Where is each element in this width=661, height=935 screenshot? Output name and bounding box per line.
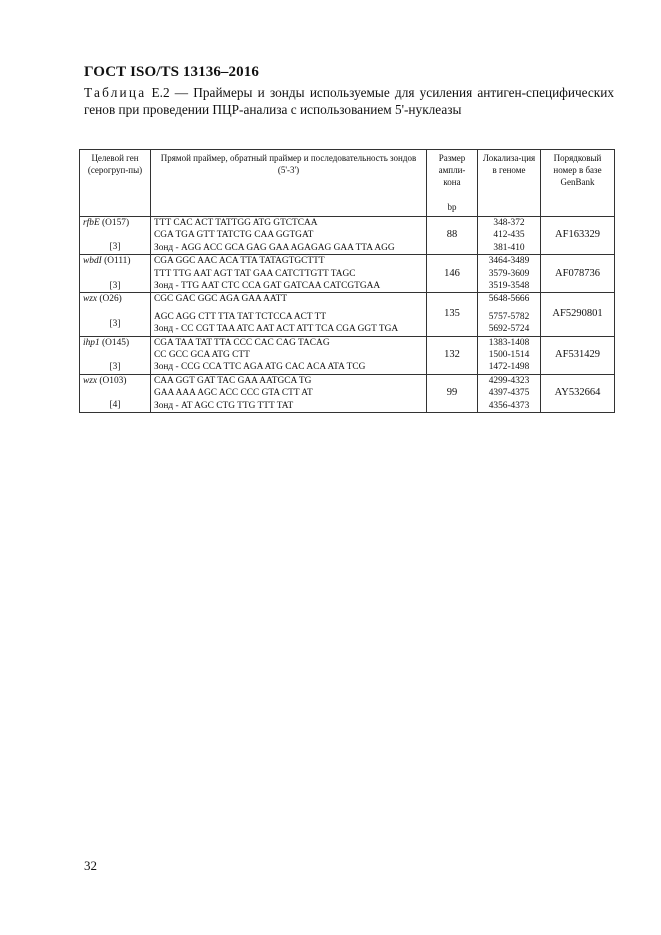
forward-primer: CGC GAC GGC AGA GAA AATT	[154, 294, 288, 305]
sequence-cell	[151, 293, 427, 336]
location-cell	[478, 336, 541, 374]
probe: Зонд - CC CGT TAA ATC AAT ACT ATT TCA CGA GGT TGA	[154, 324, 399, 335]
location-probe: 5692-5724	[488, 324, 530, 335]
page-number: 32	[84, 858, 97, 873]
genbank-id: AY532664	[541, 374, 615, 412]
document-header: ГОСТ ISO/TS 13136–2016	[84, 64, 259, 80]
gene-cell	[80, 374, 151, 412]
header-sequence: Прямой праймер, обратный праймер и последовательность зондов (5'-3')	[151, 150, 427, 217]
caption-text: Е.2 — Праймеры и зонды используемые для усиления антиген-специфических генов при проведении ПЦР-анализа с использованием 5'-нуклеазы	[84, 85, 614, 117]
reverse-primer: CC GCC GCA ATG CTT	[154, 350, 250, 361]
header-location: Локализа-ция в геноме	[478, 150, 541, 217]
table-row	[80, 293, 615, 336]
amplicon-size: 135	[427, 293, 478, 336]
location-forward: 348-372	[493, 218, 525, 228]
sequence-cell	[151, 374, 427, 412]
probe: Зонд - TTG AAT CTC CCA GAT GATCAA CATCGTGAA	[154, 281, 381, 292]
table-caption	[84, 84, 614, 118]
location-cell	[478, 374, 541, 412]
caption-label: Таблица	[84, 85, 147, 100]
reference: [3]	[109, 242, 121, 253]
serogroup: (O157)	[102, 218, 130, 228]
reference: [3]	[109, 280, 121, 291]
amplicon-size: 88	[427, 217, 478, 255]
reference: [3]	[109, 362, 121, 373]
primers-table	[79, 149, 615, 413]
reference: [4]	[109, 400, 121, 411]
amplicon-size: 99	[427, 374, 478, 412]
header-size	[427, 150, 478, 217]
table-header-row	[80, 150, 615, 217]
sequence-cell	[151, 255, 427, 293]
gene-name: wzx	[83, 294, 98, 305]
reverse-primer: TTT TTG AAT AGT TAT GAA CATCTTGTT TAGC	[154, 268, 356, 279]
location-reverse: 412-435	[493, 230, 525, 241]
location-reverse: 1500-1514	[488, 350, 530, 361]
genbank-id: AF5290801	[541, 293, 615, 336]
gene-cell	[80, 255, 151, 293]
amplicon-size: 146	[427, 255, 478, 293]
header-gene: Целевой ген (серогруп-пы)	[80, 150, 151, 217]
gene-cell	[80, 293, 151, 336]
table-row	[80, 374, 615, 412]
reverse-primer: CGA TGA GTT TATCTG CAA GGTGAT	[154, 230, 314, 241]
serogroup: (O103)	[99, 375, 127, 386]
gene-name: ihp1	[83, 337, 100, 348]
location-reverse: 5757-5782	[488, 311, 530, 322]
gene-name: wzx	[83, 375, 98, 386]
probe: Зонд - AT AGC CTG TTG TTT TAT	[154, 400, 294, 411]
forward-primer: TTT CAC ACT TATTGG ATG GTCTCAA	[154, 218, 318, 228]
gene-name: rfbE	[83, 218, 100, 228]
sequence-cell	[151, 217, 427, 255]
location-probe: 4356-4373	[488, 400, 530, 411]
reverse-primer: AGC AGG CTT TTA TAT TCTCCA ACT TT	[154, 311, 327, 322]
location-forward: 4299-4323	[488, 375, 530, 386]
table-row	[80, 336, 615, 374]
location-probe: 381-410	[493, 242, 525, 253]
serogroup: (O26)	[99, 294, 122, 305]
location-forward: 5648-5666	[488, 294, 530, 305]
serogroup: (O145)	[102, 337, 130, 348]
genbank-id: AF531429	[541, 336, 615, 374]
forward-primer: CGA TAA TAT TTA CCC CAC CAG TACAG	[154, 337, 330, 348]
table-row	[80, 255, 615, 293]
serogroup: (O111)	[104, 256, 131, 267]
location-forward: 3464-3489	[488, 256, 530, 267]
gene-name: wbdI	[83, 256, 102, 267]
forward-primer: CGA GGC AAC ACA TTA TATAGTGCTTT	[154, 256, 325, 267]
amplicon-size: 132	[427, 336, 478, 374]
location-cell	[478, 293, 541, 336]
location-reverse: 3579-3609	[488, 268, 530, 279]
header-size-unit: bp	[447, 202, 457, 212]
probe: Зонд - CCG CCA TTC AGA ATG CAC ACA ATA TCG	[154, 362, 366, 373]
gene-cell	[80, 336, 151, 374]
location-reverse: 4397-4375	[488, 388, 530, 399]
forward-primer: CAA GGT GAT TAC GAA AATGCA TG	[154, 375, 312, 386]
reference: [3]	[109, 318, 121, 329]
location-cell	[478, 255, 541, 293]
sequence-cell	[151, 336, 427, 374]
location-probe: 3519-3548	[488, 281, 530, 292]
genbank-id: AF163329	[541, 217, 615, 255]
genbank-id: AF078736	[541, 255, 615, 293]
probe: Зонд - AGG ACC GCA GAG GAA AGAGAG GAA TTA AGG	[154, 242, 395, 253]
location-forward: 1383-1408	[488, 337, 530, 348]
table-row	[80, 217, 615, 255]
reverse-primer: GAA AAA AGC ACC CCC GTA CTT AT	[154, 388, 313, 399]
location-cell	[478, 217, 541, 255]
gene-cell	[80, 217, 151, 255]
header-size-label: Размер ампли-кона	[438, 153, 466, 187]
header-genbank: Порядковый номер в базе GenBank	[541, 150, 615, 217]
location-probe: 1472-1498	[488, 362, 530, 373]
